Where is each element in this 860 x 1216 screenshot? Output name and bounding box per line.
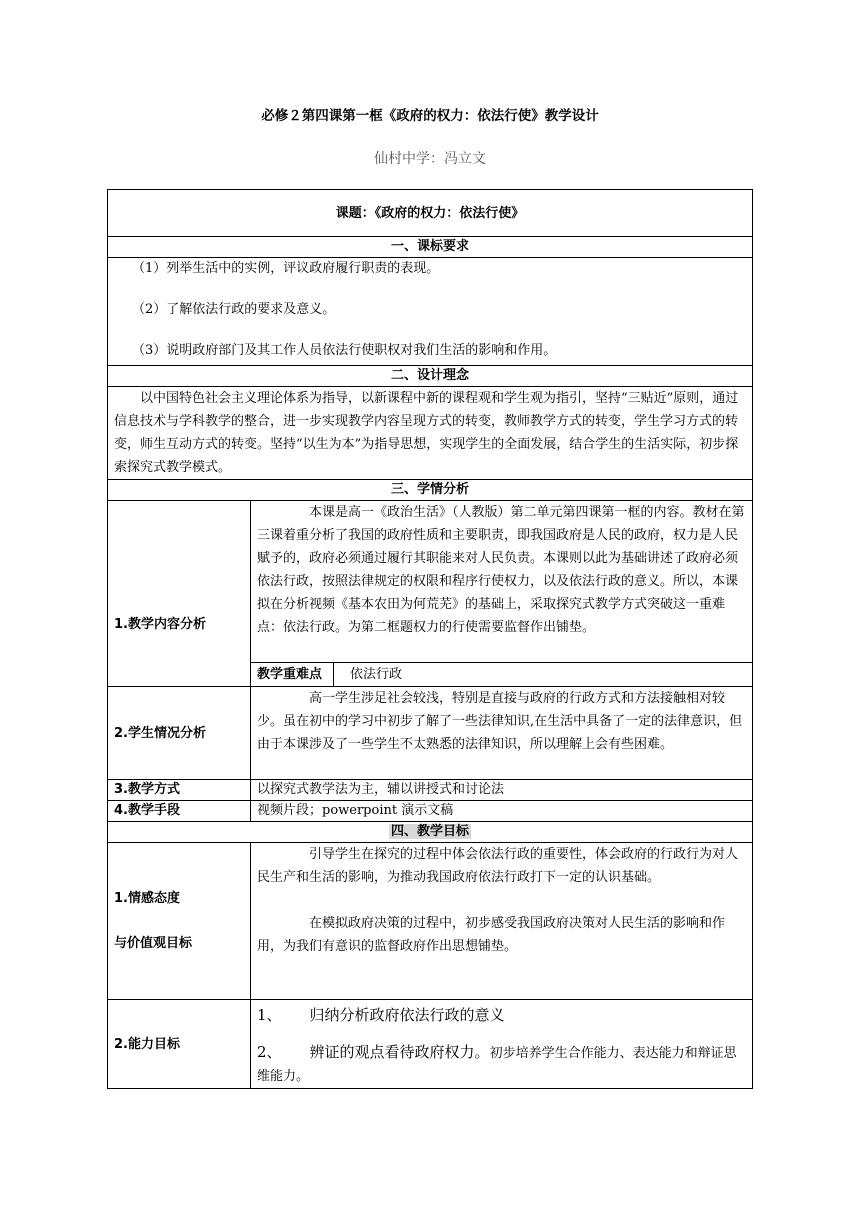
ability-goal-item-1-number: 1、 xyxy=(257,1006,282,1024)
standards-item: （2）了解依法行政的要求及意义。 xyxy=(132,302,336,317)
student-analysis-label: 2.学生情况分析 xyxy=(108,687,251,780)
key-point-value: 依法行政 xyxy=(350,667,403,682)
ability-goal-item-1 xyxy=(257,1004,746,1027)
standards-item: （3）说明政府部门及其工作人员依法行使职权对我们生活的影响和作用。 xyxy=(132,343,557,358)
emotion-goal-label-line1: 1.情感态度 xyxy=(114,891,180,906)
teaching-method-label: 3.教学方式 xyxy=(108,780,251,801)
ability-goal-item-2 xyxy=(257,1041,746,1088)
teaching-means-value: 视频片段；powerpoint 演示文稿 xyxy=(251,801,753,822)
teaching-method-value: 以探究式教学法为主，辅以讲授式和讨论法 xyxy=(251,780,753,801)
emotion-goal-label xyxy=(108,843,251,1000)
ability-goal-label: 2.能力目标 xyxy=(108,1000,251,1089)
emotion-goal-text-1: 引导学生在探究的过程中体会依法行政的重要性，体会政府的行政行为对人民生产和生活的影响，为推动我国政府依法行政打下一定的认识基础。 xyxy=(257,847,739,885)
standards-item: （1）列举生活中的实例，评议政府履行职责的表现。 xyxy=(132,261,440,276)
document-author: 仙村中学：冯立文 xyxy=(374,151,486,167)
content-analysis-label: 1.教学内容分析 xyxy=(108,501,251,687)
design-concept-cell xyxy=(108,387,753,480)
ability-goal-item-2-number: 2、 xyxy=(257,1043,282,1061)
design-concept-text: 以中国特色社会主义理论体系为指导，以新课程中新的课程观和学生观为指引，坚持“三贴近”原则，通过信息技术与学科教学的整合，进一步实现教学内容呈现方式的转变，教师教学方式的转变，学生学习方式的转变，师生互动方式的转变。坚持“以生为本”为指导思想，实现学生的全面发展，结合学生的生活实际，初步探索探究式教学模式。 xyxy=(114,391,739,475)
document-title: 必修２第四课第一框《政府的权力：依法行使》教学设计 xyxy=(261,108,599,124)
content-analysis-cell xyxy=(251,501,753,687)
section-header-analysis: 三、学情分析 xyxy=(108,480,753,501)
key-point-label: 教学重难点 xyxy=(251,663,334,686)
emotion-goal-label-line2: 与价值观目标 xyxy=(114,936,193,951)
objectives-header-text: 四、教学目标 xyxy=(391,824,470,839)
ability-goal-item-1-text: 归纳分析政府依法行政的意义 xyxy=(309,1006,505,1024)
section-header-design: 二、设计理念 xyxy=(108,366,753,387)
content-analysis-text: 本课是高一《政治生活》（人教版）第二单元第四课第一框的内容。教材在第三课着重分析了我国的政府性质和主要职责，即我国政府是人民的政府，权力是人民赋予的，政府必须通过履行其职能来对人民负责。本课则以此为基础讲述了政府必须依法行政，按照法律规定的权限和程序行使权力，以及依法行政的意义。所以，本课拟在分析视频《基本农田为何荒芜》的基础上，采取探究式教学方式突破这一重难点：依法行政。为第二框题权力的行使需要监督作出铺垫。 xyxy=(257,505,745,635)
section-header-standards: 一、课标要求 xyxy=(108,237,753,258)
lesson-title: 课题：《政府的权力：依法行使》 xyxy=(108,190,753,237)
ability-goal-cell xyxy=(251,1000,753,1089)
student-analysis-cell xyxy=(251,687,753,780)
standards-list xyxy=(108,258,753,366)
ability-goal-item-2-rest: 初步培养学生合作能力、表达能力和辩证思维能力。 xyxy=(257,1046,737,1084)
emotion-goal-text-2: 在模拟政府决策的过程中，初步感受我国政府决策对人民生活的影响和作用，为我们有意识的监督政府作出思想铺垫。 xyxy=(257,916,726,954)
key-point-row xyxy=(251,662,752,686)
student-analysis-text: 高一学生涉足社会较浅，特别是直接与政府的行政方式和方法接触相对较少。虽在初中的学习中初步了解了一些法律知识,在生活中具备了一定的法律意识，但由于本课涉及了一些学生不太熟悉的法律知识，所以理解上会有些困难。 xyxy=(257,691,743,752)
ability-goal-item-2-text: 辨证的观点看待政府权力。 xyxy=(309,1043,490,1061)
teaching-means-label: 4.教学手段 xyxy=(108,801,251,822)
section-header-objectives xyxy=(108,822,753,843)
lesson-plan-table xyxy=(107,189,753,1089)
emotion-goal-cell xyxy=(251,843,753,1000)
